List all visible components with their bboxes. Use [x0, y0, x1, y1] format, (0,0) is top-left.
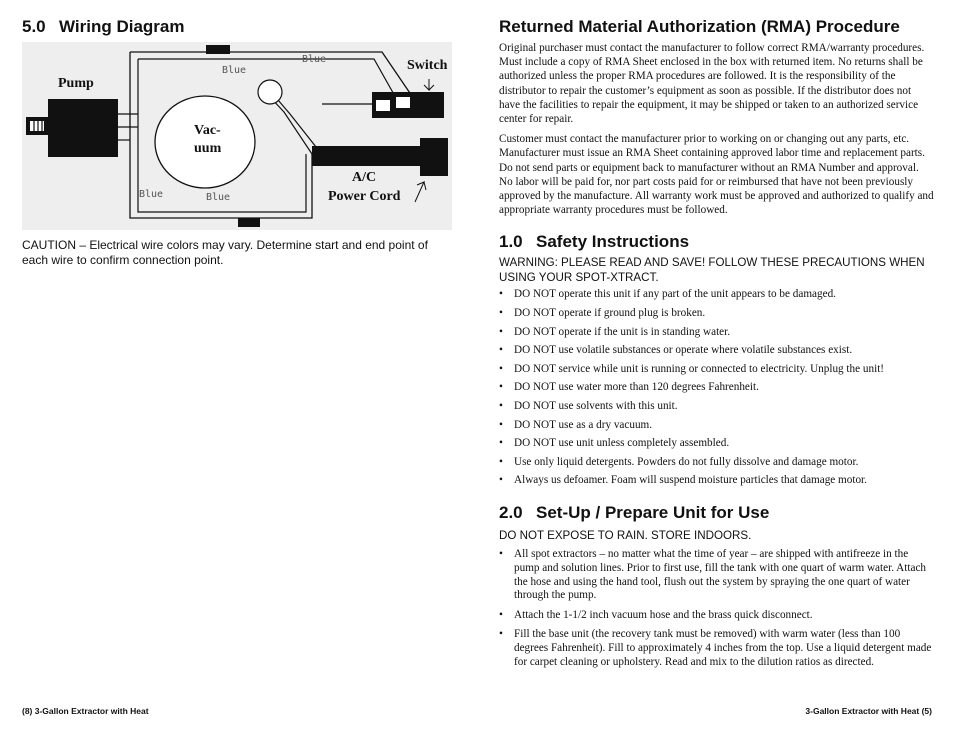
wire-label-top-outer: Blue — [302, 54, 327, 65]
section-title: Set-Up / Prepare Unit for Use — [536, 502, 770, 522]
footer-page-right: 3-Gallon Extractor with Heat (5) — [805, 706, 932, 716]
rma-heading: Returned Material Authorization (RMA) Procedure — [499, 17, 900, 36]
switch-label: Switch — [407, 58, 448, 73]
section-title: Wiring Diagram — [59, 17, 185, 36]
power-cord-plug — [420, 138, 448, 176]
connector-bottom — [238, 218, 260, 227]
left-column — [22, 16, 442, 38]
power-cord-label-1: A/C — [352, 170, 377, 185]
connector-top — [206, 45, 230, 54]
setup-notice: DO NOT EXPOSE TO RAIN. STORE INDOORS. — [499, 528, 752, 542]
switch-terminal-2 — [396, 97, 410, 108]
wiring-diagram-heading — [22, 16, 442, 38]
section-number: 1.0 — [499, 232, 523, 252]
list-item: • DO NOT service while unit is running or connected to electricity. Unplug the unit! — [499, 363, 935, 377]
right-column — [499, 16, 935, 669]
list-item: • DO NOT use water more than 120 degrees Fahrenheit. — [499, 381, 935, 395]
section-title: Safety Instructions — [536, 232, 690, 252]
vacuum-label-2: uum — [194, 141, 222, 156]
safety-list — [499, 288, 935, 488]
caution-note: CAUTION – Electrical wire colors may vary. Determine start and end point of each wire to confirm connection point. — [22, 238, 428, 267]
vacuum-label-1: Vac- — [194, 123, 221, 138]
switch-terminal-1 — [376, 100, 390, 111]
list-item: • DO NOT use volatile substances or operate where volatile substances exist. — [499, 344, 935, 358]
power-cord-label-2: Power Cord — [328, 189, 401, 204]
indicator-light — [258, 80, 282, 104]
rma-paragraph-2: Customer must contact the manufacturer prior to working on or changing out any parts, etc. Manufacturer must issue an RMA Sheet containing approved labor time and replacement parts. Do not send parts or equipment back to manufacturer without an RMA Number and approval. No labor will be paid for, nor part costs paid for or reimbursed that have not been previously approved by the manufacture. All warranty work must be approved and authorized to qualify and appropriate warranty procedures must be followed. — [499, 133, 934, 217]
rma-paragraph-1: Original purchaser must contact the manufacturer to follow correct RMA/warranty procedures. Must include a copy of RMA Sheet enclosed in the box with returned item. No returns shall be authorized unless the proper RMA procedures are followed. It is the responsibility of the distributor to repair the customer’s equipment as soon as possible. If the distributor does not have the facilities to repair the equipment, it may be shipped or taken to an authorized service center for repair. — [499, 42, 925, 126]
section-number: 2.0 — [499, 502, 523, 522]
list-item: • Fill the base unit (the recovery tank must be removed) with warm water (less than 100 degrees Fahrenheit). Fill to approximately 4 inches from the top. Use a liquid detergent made for carpet cleaning or upholstery. Read and mix to the dilution ratios as directed. — [499, 628, 935, 669]
wire-label-top-inner: Blue — [222, 65, 247, 76]
list-item: • Attach the 1-1/2 inch vacuum hose and the brass quick disconnect. — [499, 609, 935, 623]
list-item: • Use only liquid detergents. Powders do not fully dissolve and damage motor. — [499, 456, 935, 470]
power-cord-cable — [312, 146, 422, 166]
list-item: • DO NOT use as a dry vacuum. — [499, 419, 935, 433]
safety-heading — [499, 231, 935, 253]
list-item: • DO NOT use unit unless completely assembled. — [499, 437, 935, 451]
list-item: • DO NOT operate this unit if any part of the unit appears to be damaged. — [499, 288, 935, 302]
setup-list — [499, 548, 935, 669]
list-item: • All spot extractors – no matter what the time of year – are shipped with antifreeze in the pump and solution lines. Prior to first use, fill the tank with one quart of warm water. Attach the hose and using the hand tool, flush out the system by spraying the one quart of water through the pump. — [499, 548, 935, 602]
pump-body — [48, 99, 118, 157]
setup-heading — [499, 502, 935, 524]
section-number: 5.0 — [22, 17, 46, 36]
list-item: • Always us defoamer. Foam will suspend moisture particles that damage motor. — [499, 474, 935, 488]
wiring-diagram — [22, 42, 452, 230]
wire-label-bottom-right: Blue — [206, 192, 231, 203]
footer-page-left: (8) 3-Gallon Extractor with Heat — [22, 706, 149, 716]
list-item: • DO NOT operate if the unit is in standing water. — [499, 326, 935, 340]
wire-label-bottom-left: Blue — [139, 189, 164, 200]
list-item: • DO NOT use solvents with this unit. — [499, 400, 935, 414]
pump-label: Pump — [58, 76, 94, 91]
safety-warning: WARNING: PLEASE READ AND SAVE! FOLLOW THESE PRECAUTIONS WHEN USING YOUR SPOT-XTRACT. — [499, 256, 925, 284]
list-item: • DO NOT operate if ground plug is broken. — [499, 307, 935, 321]
